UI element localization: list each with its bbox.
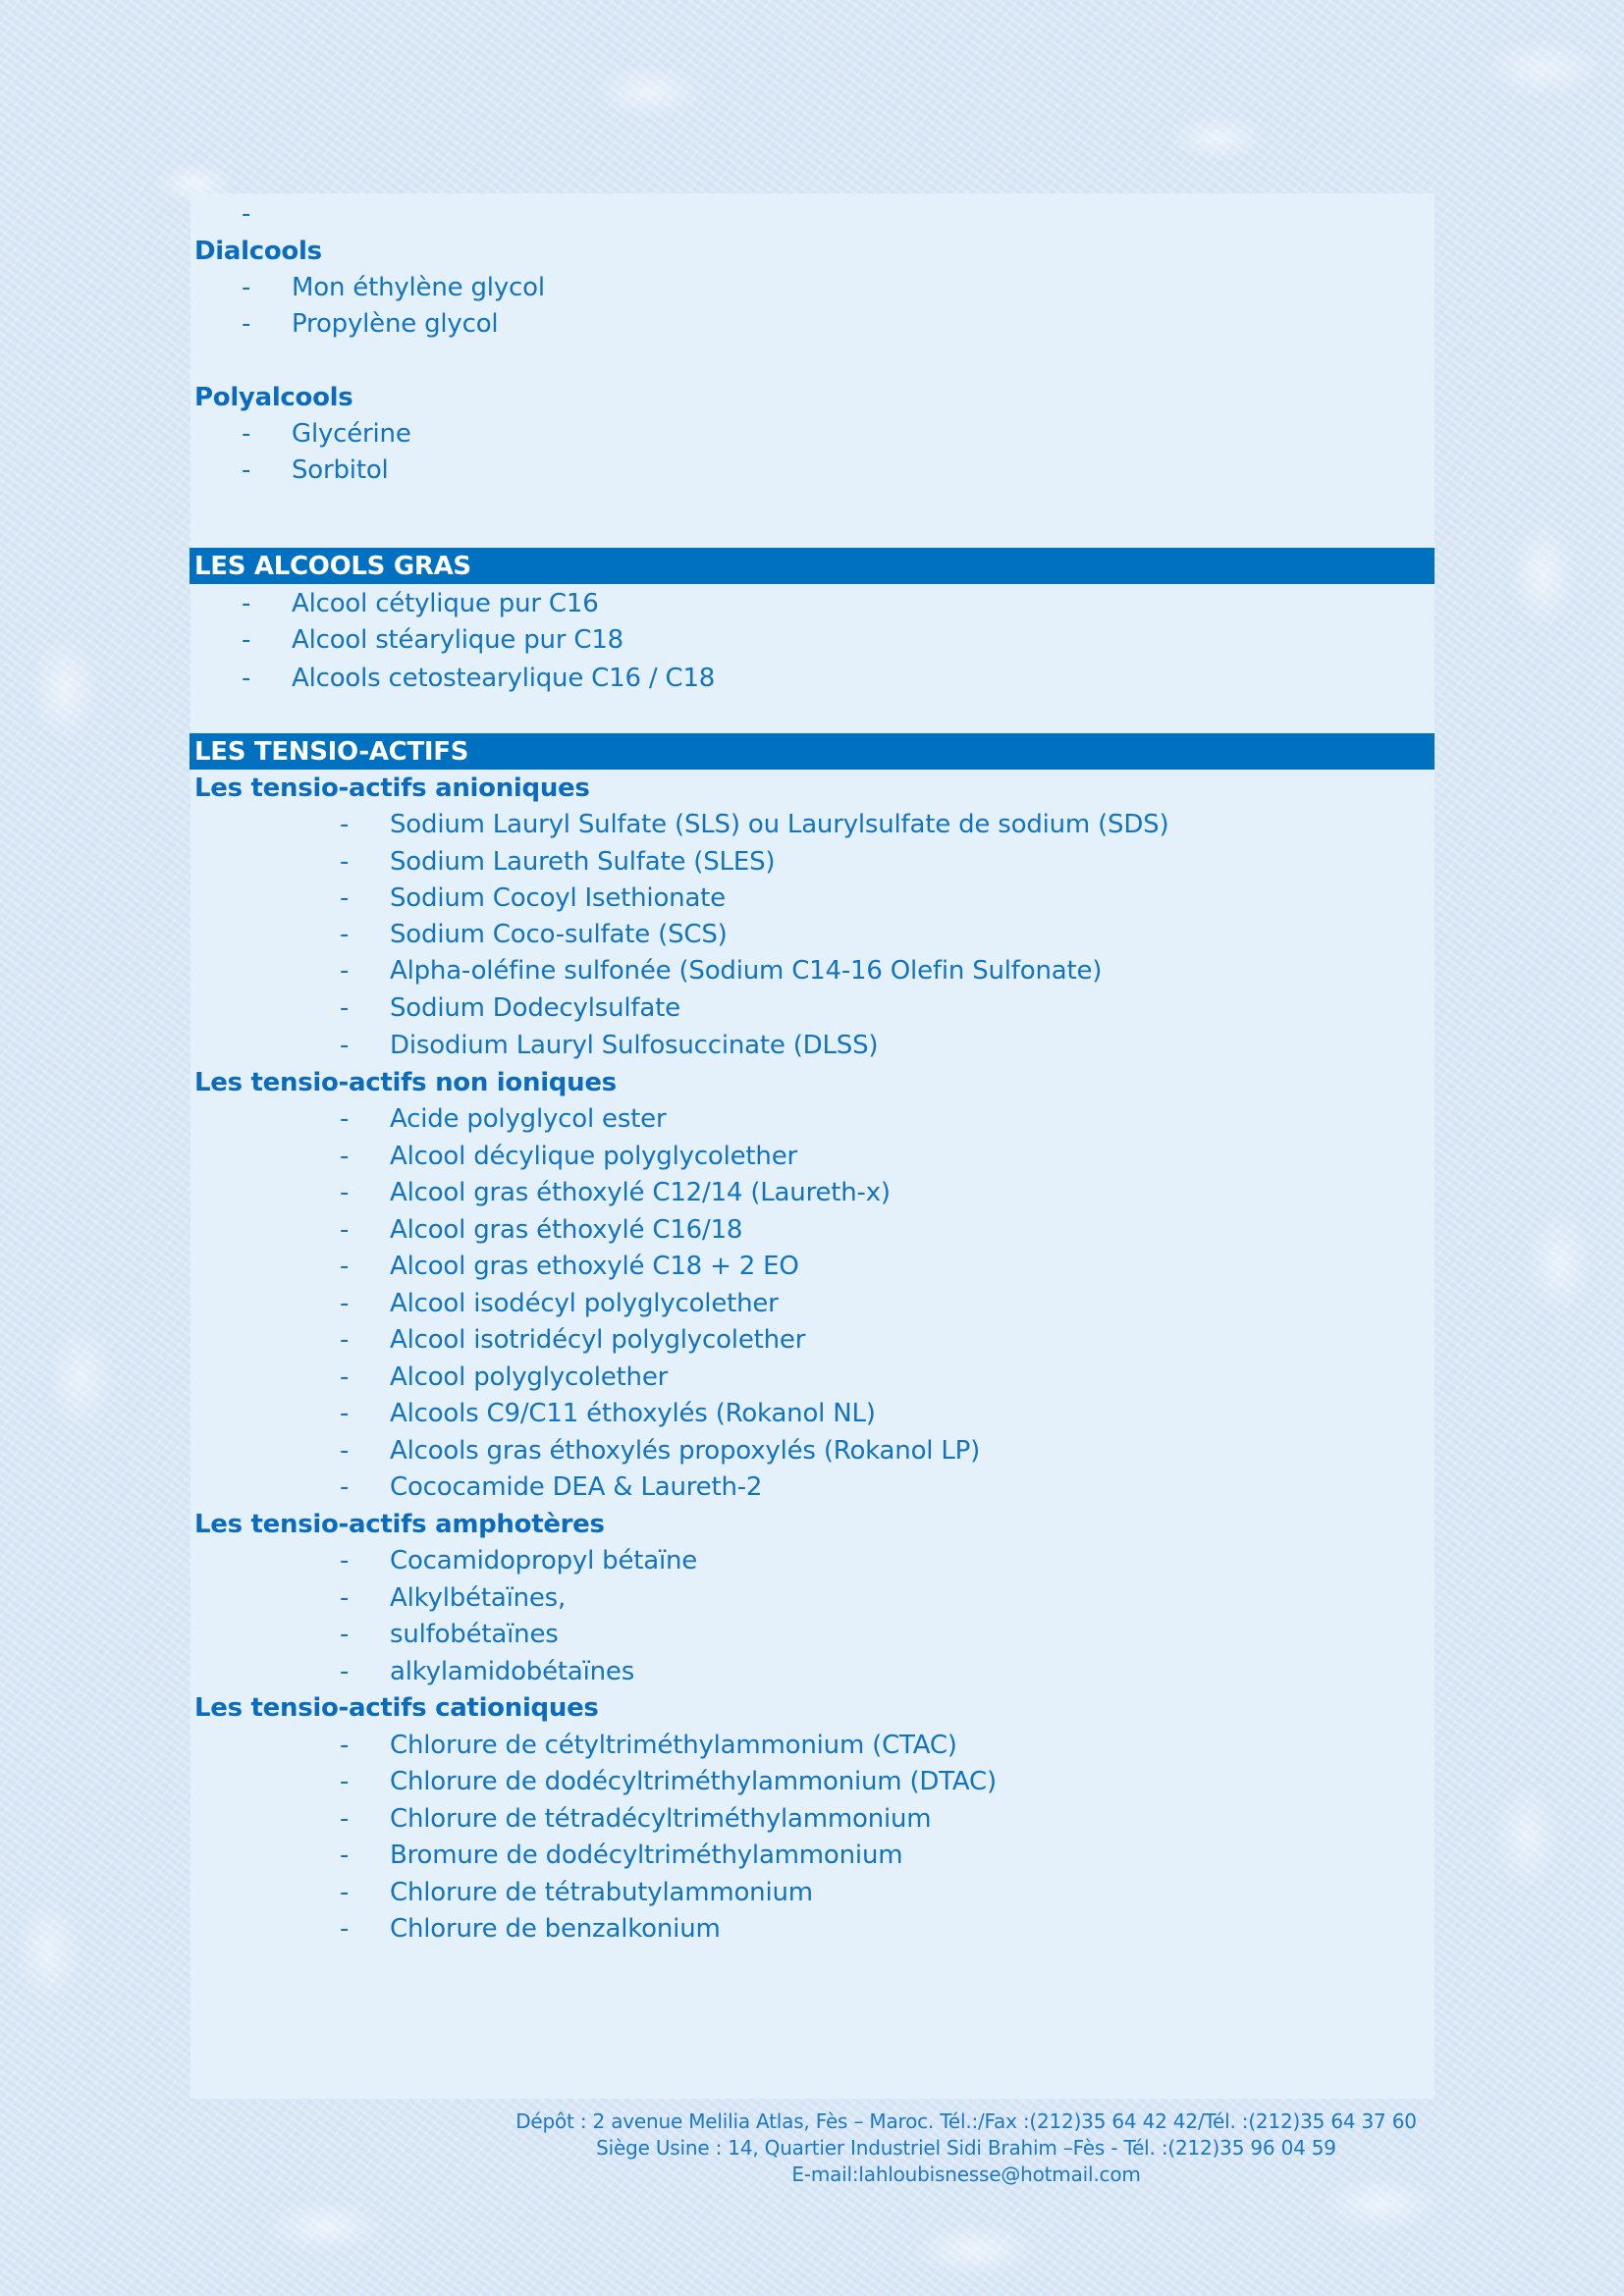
- bullet-dash: -: [242, 455, 251, 485]
- bullet-dash: -: [340, 1031, 350, 1060]
- bullet-dash: -: [340, 810, 350, 839]
- list-item-text: Alcool décylique polyglycolether: [390, 1142, 797, 1171]
- list-item-text: Alcool isotridécyl polyglycolether: [390, 1325, 806, 1355]
- bullet-dash: -: [340, 1215, 350, 1245]
- list-item-text: Sodium Laureth Sulfate (SLES): [390, 847, 776, 877]
- list-item-text: Alcool polyglycolether: [390, 1362, 669, 1392]
- list-item-text: Mon éthylène glycol: [292, 273, 545, 302]
- bullet-dash: -: [340, 1546, 350, 1575]
- bullet-dash: -: [340, 1657, 350, 1686]
- page-footer: [0, 2109, 1624, 2188]
- list-item-text: Disodium Lauryl Sulfosuccinate (DLSS): [390, 1031, 879, 1060]
- heading-anioniques: Les tensio-actifs anioniques: [194, 774, 590, 803]
- bullet-dash: -: [340, 1289, 350, 1318]
- bullet-dash: -: [242, 589, 251, 618]
- bullet-dash: -: [340, 1878, 350, 1907]
- bullet-dash: -: [340, 1252, 350, 1281]
- bullet-dash: -: [242, 664, 251, 693]
- bullet-dash: -: [242, 419, 251, 449]
- list-item-text: Alcool cétylique pur C16: [292, 589, 599, 618]
- list-item-text: Acide polyglycol ester: [390, 1104, 667, 1134]
- bullet-dash: -: [340, 847, 350, 877]
- list-item-text: Glycérine: [292, 419, 411, 449]
- heading-cationiques: Les tensio-actifs cationiques: [194, 1693, 599, 1723]
- section-banner-tensio-actifs: LES TENSIO-ACTIFS: [189, 733, 1435, 770]
- bullet-dash: -: [340, 1841, 350, 1870]
- list-item-text: Alcools C9/C11 éthoxylés (Rokanol NL): [390, 1399, 876, 1428]
- list-item-text: Chlorure de cétyltriméthylammonium (CTAC): [390, 1731, 957, 1760]
- list-item-text: Alkylbétaïnes,: [390, 1583, 567, 1613]
- bullet-dash: -: [340, 1472, 350, 1502]
- list-item-text: Sodium Cocoyl Isethionate: [390, 883, 726, 913]
- bullet-dash: -: [340, 1178, 350, 1207]
- bullet-dash: -: [340, 1804, 350, 1834]
- bullet-dash: -: [340, 1731, 350, 1760]
- bullet-dash: -: [242, 625, 251, 655]
- list-item-text: Cocamidopropyl bétaïne: [390, 1546, 698, 1575]
- list-item-text: Alcools gras éthoxylés propoxylés (Rokanol LP): [390, 1436, 981, 1466]
- list-item-text: Alcool isodécyl polyglycolether: [390, 1289, 779, 1318]
- bullet-dash: -: [340, 1325, 350, 1355]
- bullet-dash: -: [340, 1914, 350, 1944]
- bullet-dash: -: [340, 993, 350, 1023]
- list-item-text: Cococamide DEA & Laureth-2: [390, 1472, 763, 1502]
- list-item-text: Alcool stéarylique pur C18: [292, 625, 624, 655]
- bullet-dash: -: [340, 1104, 350, 1134]
- heading-non-ioniques: Les tensio-actifs non ioniques: [194, 1068, 617, 1097]
- heading-amphoteres: Les tensio-actifs amphotères: [194, 1510, 605, 1539]
- bullet-dash: -: [340, 1620, 350, 1649]
- list-item-text: Alcool gras éthoxylé C12/14 (Laureth-x): [390, 1178, 891, 1207]
- bullet-dash: -: [340, 1583, 350, 1613]
- list-item-text: Alpha-oléfine sulfonée (Sodium C14-16 Olefin Sulfonate): [390, 956, 1103, 986]
- bullet-dash: -: [340, 1362, 350, 1392]
- list-item-text: sulfobétaïnes: [390, 1620, 559, 1649]
- bullet-dash: -: [340, 956, 350, 986]
- list-item-text: Sodium Dodecylsulfate: [390, 993, 680, 1023]
- list-item-text: Sodium Coco-sulfate (SCS): [390, 920, 728, 949]
- list-item-text: Chlorure de tétradécyltriméthylammonium: [390, 1804, 932, 1834]
- bullet-dash: -: [340, 1142, 350, 1171]
- list-item-text: Bromure de dodécyltriméthylammonium: [390, 1841, 903, 1870]
- content-panel: [190, 193, 1435, 2099]
- list-item-text: Chlorure de dodécyltriméthylammonium (DTAC): [390, 1767, 997, 1796]
- list-item-text: alkylamidobétaïnes: [390, 1657, 635, 1686]
- footer-address-depot: Dépôt : 2 avenue Melilia Atlas, Fès – Maroc. Tél.:/Fax :(212)35 64 42 42/Tél. :(212)35 64 37 60: [515, 2109, 1417, 2133]
- footer-address-factory: Siège Usine : 14, Quartier Industriel Sidi Brahim –Fès - Tél. :(212)35 96 04 59: [596, 2136, 1336, 2160]
- footer-email: E-mail:lahloubisnesse@hotmail.com: [791, 2163, 1141, 2186]
- list-item-text: Alcools cetostearylique C16 / C18: [292, 664, 716, 693]
- list-item-text: Propylène glycol: [292, 309, 499, 339]
- section-banner-alcools-gras: LES ALCOOLS GRAS: [189, 548, 1435, 584]
- heading-polyalcools: Polyalcools: [194, 383, 353, 412]
- bullet-dash: -: [340, 1399, 350, 1428]
- bullet-dash: -: [340, 883, 350, 913]
- bullet-dash: -: [340, 1436, 350, 1466]
- list-item-text: Chlorure de tétrabutylammonium: [390, 1878, 813, 1907]
- list-item-text: Alcool gras éthoxylé C16/18: [390, 1215, 743, 1245]
- bullet-dash: -: [242, 273, 251, 302]
- bullet-dash: -: [242, 199, 251, 229]
- list-item-text: Chlorure de benzalkonium: [390, 1914, 721, 1944]
- list-item-text: Sorbitol: [292, 455, 389, 485]
- heading-dialcools: Dialcools: [194, 237, 322, 266]
- bullet-dash: -: [340, 1767, 350, 1796]
- list-item-text: Alcool gras ethoxylé C18 + 2 EO: [390, 1252, 799, 1281]
- list-item-text: Sodium Lauryl Sulfate (SLS) ou Laurylsulfate de sodium (SDS): [390, 810, 1169, 839]
- bullet-dash: -: [242, 309, 251, 339]
- bullet-dash: -: [340, 920, 350, 949]
